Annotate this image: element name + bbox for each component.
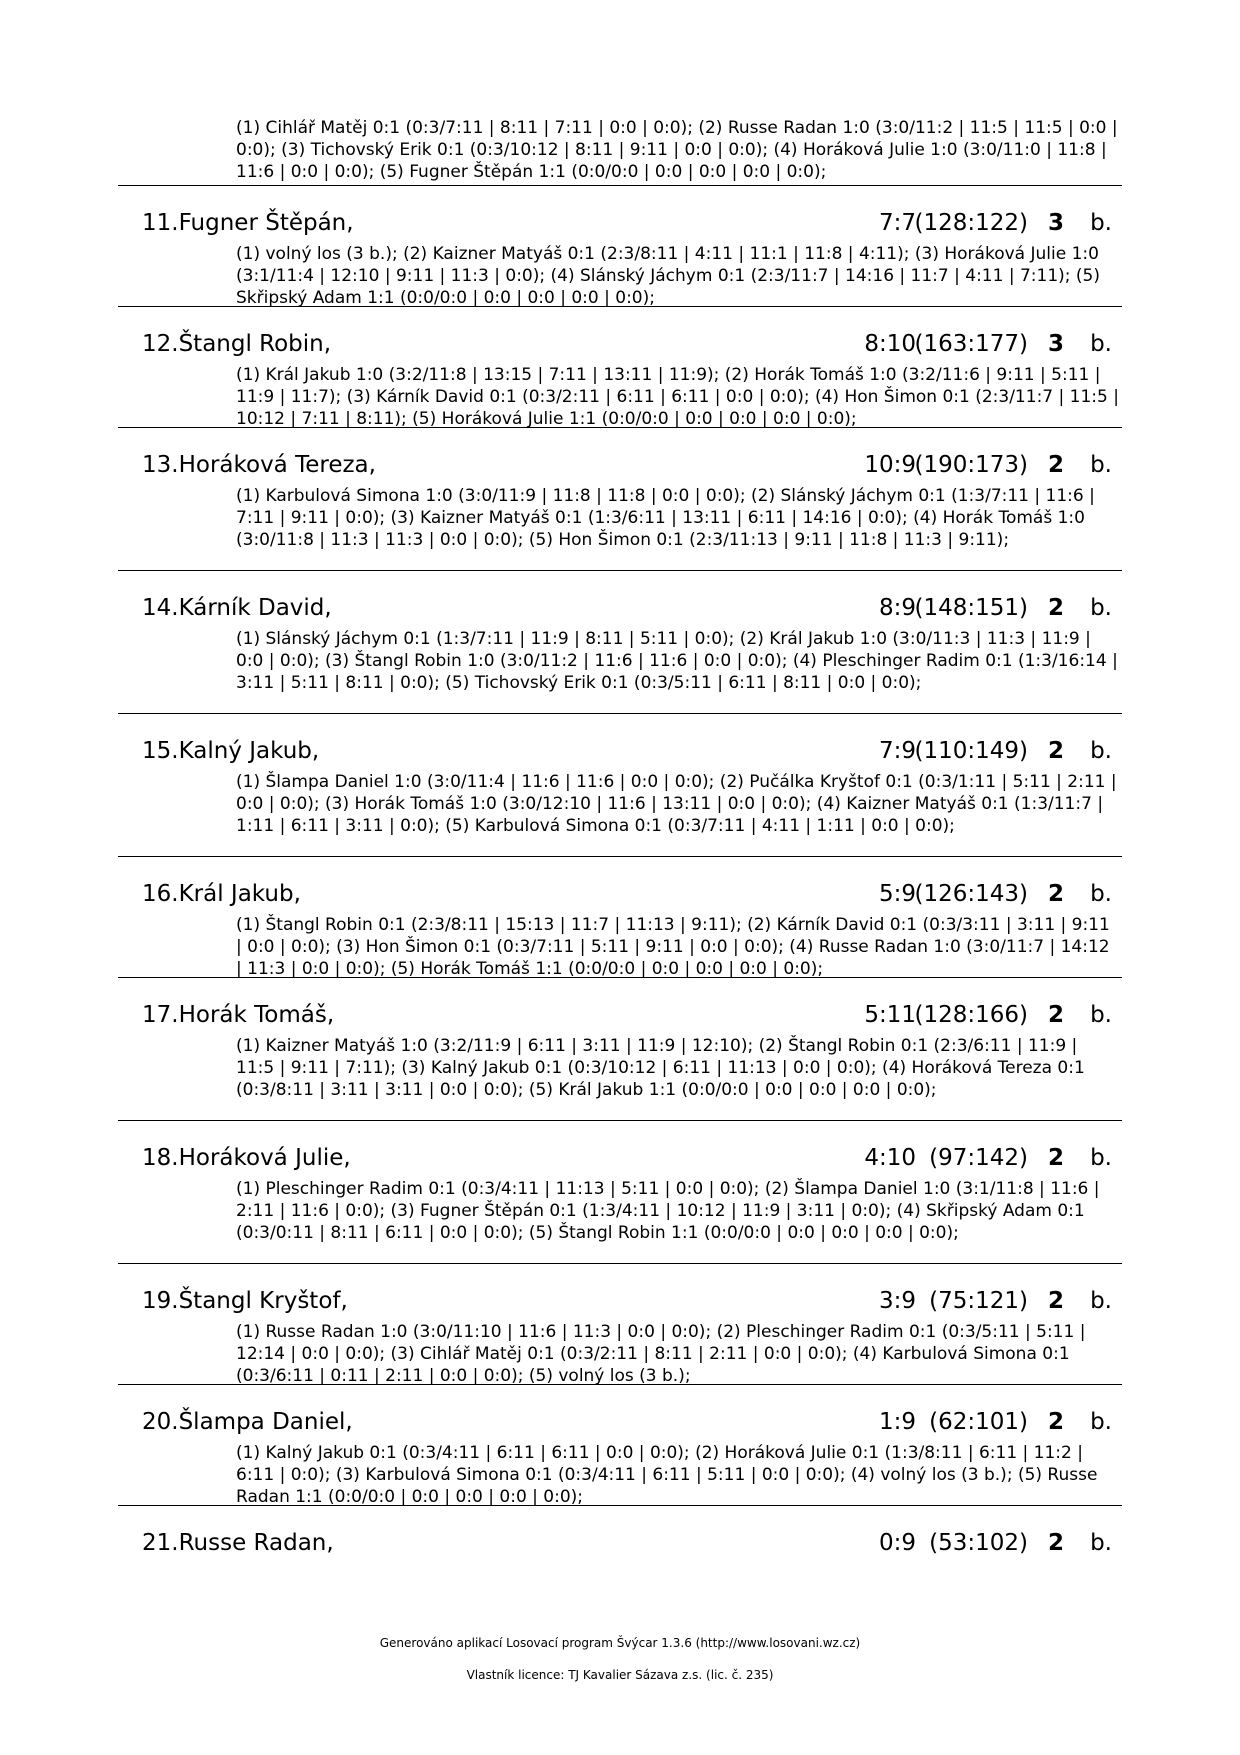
entry-header [118,588,1122,628]
entry-header [118,1523,1122,1563]
player-name: 16.Král Jakub, [142,881,301,907]
points-unit: b. [1090,1145,1112,1171]
match-details: (1) Russe Radan 1:0 (3:0/11:10 | 11:6 | 11:3 | 0:0 | 0:0); (2) Pleschinger Radim 0:1 (0:3/5:11 | 5:11 | 12:14 | 0:0 | 0:0); (3) Cihlář Matěj 0:1 (0:3/2:11 | 8:11 | 2:11 | 0:0 | 0:0); (4) Karbulová Simona 0:1 (0:3/6:11 | 0:11 | 2:11 | 0:0 | 0:0); (5) volný los (3 b.); [236,1322,1086,1386]
points-unit: b. [1090,1288,1112,1314]
set-ratio: (126:143) [914,881,1028,907]
match-details: (1) Pleschinger Radim 0:1 (0:3/4:11 | 11:13 | 5:11 | 0:0 | 0:0); (2) Šlampa Daniel 1:0 (3:1/11:8 | 11:6 | 2:11 | 11:6 | 0:0); (3) Fugner Štěpán 0:1 (1:3/4:11 | 10:12 | 11:9 | 3:11 | 0:0); (4) Skřipský Adam 0:1 (0:3/0:11 | 8:11 | 6:11 | 0:0 | 0:0); (5) Štangl Robin 1:1 (0:0/0:0 | 0:0 | 0:0 | 0:0 | 0:0); [236,1179,1100,1243]
match-score: 8:9 [878,595,916,621]
player-name: 17.Horák Tomáš, [142,1002,335,1028]
set-ratio: (148:151) [914,595,1028,621]
points-unit: b. [1090,452,1112,478]
points-unit: b. [1090,1530,1112,1556]
entry-header [118,1402,1122,1442]
entry-header [118,445,1122,485]
player-name: 15.Kalný Jakub, [142,738,320,764]
player-entry [118,1281,1122,1387]
set-ratio: (62:101) [929,1409,1028,1435]
footer-license: Vlastník licence: TJ Kavalier Sázava z.s. (lic. č. 235) [466,1668,774,1682]
match-details: (1) volný los (3 b.); (2) Kaizner Matyáš 0:1 (2:3/8:11 | 4:11 | 11:1 | 11:8 | 4:11); (3) Horáková Julie 1:0 (3:1/11:4 | 12:10 | 9:11 | 11:3 | 0:0); (4) Slánský Jáchym 0:1 (2:3/11:7 | 14:16 | 11:7 | 4:11 | 7:11); (5) Skřipský Adam 1:1 (0:0/0:0 | 0:0 | 0:0 | 0:0 | 0:0); [236,244,1100,308]
points-unit: b. [1090,595,1112,621]
points: 2 [1047,1288,1064,1314]
entry-header [118,324,1122,364]
match-score: 0:9 [878,1530,916,1556]
entry-header [118,731,1122,771]
footer-generated: Generováno aplikací Losovací program Švýcar 1.3.6 (http://www.losovani.wz.cz) [379,1636,861,1650]
points-unit: b. [1090,210,1112,236]
player-entry [118,203,1122,309]
player-name: 18.Horáková Julie, [142,1145,351,1171]
match-score: 3:9 [878,1288,916,1314]
divider [118,856,1122,857]
points-unit: b. [1090,331,1112,357]
match-details: (1) Král Jakub 1:0 (3:2/11:8 | 13:15 | 7:11 | 13:11 | 11:9); (2) Horák Tomáš 1:0 (3:2/11:6 | 9:11 | 5:11 | 11:9 | 11:7); (3) Kárník David 0:1 (0:3/2:11 | 6:11 | 6:11 | 0:0 | 0:0); (4) Hon Šimon 0:1 (2:3/11:7 | 11:5 | 10:12 | 7:11 | 8:11); (5) Horáková Julie 1:1 (0:0/0:0 | 0:0 | 0:0 | 0:0 | 0:0); [236,365,1119,429]
match-score: 8:10 [864,331,916,357]
match-score: 1:9 [878,1409,916,1435]
points-unit: b. [1090,1002,1112,1028]
set-ratio: (110:149) [914,738,1028,764]
entry-header [118,1138,1122,1178]
player-entry [118,1523,1122,1563]
player-name: 20.Šlampa Daniel, [142,1409,353,1435]
match-details: (1) Karbulová Simona 1:0 (3:0/11:9 | 11:8 | 11:8 | 0:0 | 0:0); (2) Slánský Jáchym 0:1 (1:3/7:11 | 11:6 | 7:11 | 9:11 | 0:0); (3) Kaizner Matyáš 0:1 (1:3/6:11 | 13:11 | 6:11 | 14:16 | 0:0); (4) Horák Tomáš 1:0 (3:0/11:8 | 11:3 | 11:3 | 0:0 | 0:0); (5) Hon Šimon 0:1 (2:3/11:13 | 9:11 | 11:8 | 11:3 | 9:11); [236,486,1095,550]
match-score: 5:9 [878,881,916,907]
entry-header [118,874,1122,914]
player-name: 14.Kárník David, [142,595,332,621]
points-unit: b. [1090,738,1112,764]
match-details: (1) Štangl Robin 0:1 (2:3/8:11 | 15:13 | 11:7 | 11:13 | 9:11); (2) Kárník David 0:1 (0:3/3:11 | 3:11 | 9:11 | 0:0 | 0:0); (3) Hon Šimon 0:1 (0:3/7:11 | 5:11 | 9:11 | 0:0 | 0:0); (4) Russe Radan 1:0 (3:0/11:7 | 14:12 | 11:3 | 0:0 | 0:0); (5) Horák Tomáš 1:1 (0:0/0:0 | 0:0 | 0:0 | 0:0 | 0:0); [236,915,1110,979]
points: 2 [1047,1145,1064,1171]
divider [118,713,1122,714]
player-entry [118,1138,1122,1244]
entry-header [118,203,1122,243]
points: 2 [1047,1409,1064,1435]
points: 2 [1047,452,1064,478]
set-ratio: (75:121) [929,1288,1028,1314]
player-name: 11.Fugner Štěpán, [142,210,354,236]
divider [118,1505,1122,1506]
player-name: 13.Horáková Tereza, [142,452,376,478]
continuation-details: (1) Cihlář Matěj 0:1 (0:3/7:11 | 8:11 | 7:11 | 0:0 | 0:0); (2) Russe Radan 1:0 (3:0/11:2 | 11:5 | 11:5 | 0:0 | 0:0); (3) Tichovský Erik 0:1 (0:3/10:12 | 8:11 | 9:11 | 0:0 | 0:0); (4) Horáková Julie 1:0 (3:0/11:0 | 11:8 | 11:6 | 0:0 | 0:0); (5) Fugner Štěpán 1:1 (0:0/0:0 | 0:0 | 0:0 | 0:0 | 0:0); [236,118,1118,182]
player-entry [118,874,1122,980]
match-score: 5:11 [864,1002,916,1028]
entry-header [118,1281,1122,1321]
player-entry [118,588,1122,694]
player-name: 21.Russe Radan, [142,1530,334,1556]
player-entry [118,995,1122,1101]
divider [118,1120,1122,1121]
player-entry [118,1402,1122,1508]
match-details: (1) Šlampa Daniel 1:0 (3:0/11:4 | 11:6 | 11:6 | 0:0 | 0:0); (2) Pučálka Kryštof 0:1 (0:3/1:11 | 5:11 | 2:11 | 0:0 | 0:0); (3) Horák Tomáš 1:0 (3:0/12:10 | 11:6 | 13:11 | 0:0 | 0:0); (4) Kaizner Matyáš 0:1 (1:3/11:7 | 1:11 | 6:11 | 3:11 | 0:0); (5) Karbulová Simona 0:1 (0:3/7:11 | 4:11 | 1:11 | 0:0 | 0:0); [236,772,1117,836]
match-score: 7:9 [878,738,916,764]
points: 2 [1047,881,1064,907]
points: 2 [1047,738,1064,764]
divider [118,306,1122,307]
points: 3 [1047,210,1064,236]
match-score: 7:7 [878,210,916,236]
points: 2 [1047,595,1064,621]
match-details: (1) Kalný Jakub 0:1 (0:3/4:11 | 6:11 | 6:11 | 0:0 | 0:0); (2) Horáková Julie 0:1 (1:3/8:11 | 6:11 | 11:2 | 6:11 | 0:0); (3) Karbulová Simona 0:1 (0:3/4:11 | 6:11 | 5:11 | 0:0 | 0:0); (4) volný los (3 b.); (5) Russe Radan 1:1 (0:0/0:0 | 0:0 | 0:0 | 0:0 | 0:0); [236,1443,1098,1507]
match-score: 10:9 [864,452,916,478]
points-unit: b. [1090,1409,1112,1435]
player-entry [118,324,1122,430]
divider [118,427,1122,428]
divider [118,185,1122,186]
set-ratio: (97:142) [929,1145,1028,1171]
points: 2 [1047,1530,1064,1556]
set-ratio: (128:122) [914,210,1028,236]
set-ratio: (163:177) [914,331,1028,357]
player-name: 19.Štangl Kryštof, [142,1288,348,1314]
divider [118,1263,1122,1264]
player-name: 12.Štangl Robin, [142,331,332,357]
set-ratio: (128:166) [914,1002,1028,1028]
points: 2 [1047,1002,1064,1028]
entry-header [118,995,1122,1035]
divider [118,570,1122,571]
player-entry [118,731,1122,837]
set-ratio: (190:173) [914,452,1028,478]
player-entry [118,445,1122,551]
points: 3 [1047,331,1064,357]
divider [118,977,1122,978]
match-details: (1) Slánský Jáchym 0:1 (1:3/7:11 | 11:9 | 8:11 | 5:11 | 0:0); (2) Král Jakub 1:0 (3:0/11:3 | 11:3 | 11:9 | 0:0 | 0:0); (3) Štangl Robin 1:0 (3:0/11:2 | 11:6 | 11:6 | 0:0 | 0:0); (4) Pleschinger Radim 0:1 (1:3/16:14 | 3:11 | 5:11 | 8:11 | 0:0); (5) Tichovský Erik 0:1 (0:3/5:11 | 6:11 | 8:11 | 0:0 | 0:0); [236,629,1118,693]
match-details: (1) Kaizner Matyáš 1:0 (3:2/11:9 | 6:11 | 3:11 | 11:9 | 12:10); (2) Štangl Robin 0:1 (2:3/6:11 | 11:9 | 11:5 | 9:11 | 7:11); (3) Kalný Jakub 0:1 (0:3/10:12 | 6:11 | 11:13 | 0:0 | 0:0); (4) Horáková Tereza 0:1 (0:3/8:11 | 3:11 | 3:11 | 0:0 | 0:0); (5) Král Jakub 1:1 (0:0/0:0 | 0:0 | 0:0 | 0:0 | 0:0); [236,1036,1085,1100]
set-ratio: (53:102) [929,1530,1028,1556]
match-score: 4:10 [864,1145,916,1171]
divider [118,1384,1122,1385]
points-unit: b. [1090,881,1112,907]
